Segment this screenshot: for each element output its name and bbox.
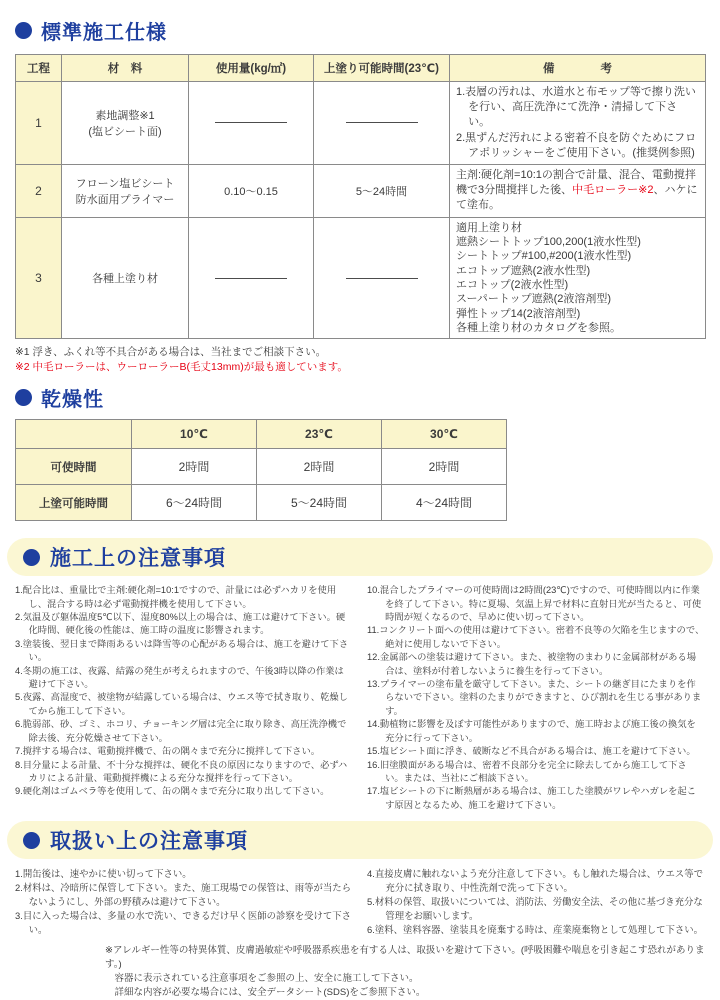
handling-notes-left-column <box>15 867 353 937</box>
spec-header-time: 上塗り可能時間(23℃) <box>314 55 450 82</box>
note-item: 17.塩ビシートの下に断熱層がある場合は、施工した塗膜がワレやハガレを起こす原因となるため、施工を避けて下さい。 <box>367 786 697 810</box>
spec-amount-1 <box>189 82 314 165</box>
section-bullet-icon <box>23 549 40 566</box>
drying-value: 5〜24時間 <box>257 485 382 521</box>
note-item: 4.冬期の施工は、夜露、結露の発生が考えられますので、午後3時以降の作業は避けて下さい。 <box>15 665 344 690</box>
spec-process-3: 3 <box>16 217 62 338</box>
drying-header-30c: 30℃ <box>382 420 507 449</box>
drying-value: 4〜24時間 <box>382 485 507 521</box>
drying-row-label: 上塗可能時間 <box>16 485 132 521</box>
note-item: 5.夜露、高湿度で、被塗物が結露している場合は、ウエス等で拭き取り、乾燥してから施工して下さい。 <box>15 692 348 716</box>
footer-line: ※アレルギー性等の特異体質、皮膚過敏症や呼吸器系疾患を有する人は、取扱いを避けて下さい。(呼吸困難や喘息を引き起こす恐れがあります。) <box>105 945 705 971</box>
remark-item: 遮熱シートトップ100,200(1液水性型) <box>456 236 641 249</box>
drying-header-blank <box>16 420 132 449</box>
note-item: 11.コンクリート面への使用は避けて下さい。密着不良等の欠陥を生じますので、絶対に使用しないで下さい。 <box>367 625 705 649</box>
spec-header-remarks: 備 考 <box>450 55 706 82</box>
drying-value: 6〜24時間 <box>132 485 257 521</box>
spec-table-row <box>16 217 706 338</box>
spec-material-1 <box>62 82 189 165</box>
note-item: 8.目分量による計量、不十分な撹拌は、硬化不良の原因になりますので、必ずハカリによる計量、電動撹拌機による充分な撹拌を行って下さい。 <box>15 759 348 783</box>
note-item: 9.硬化剤はゴムベラ等を使用して、缶の隅々まで充分に取り出して下さい。 <box>15 786 330 797</box>
drying-section-header <box>15 385 705 409</box>
spec-section-title: 標準施工仕様 <box>41 21 167 44</box>
spec-material-3 <box>62 217 189 338</box>
blank-dash <box>215 278 287 279</box>
drying-section-title: 乾燥性 <box>41 388 104 411</box>
note-item: 1.配合比は、重量比で主剤:硬化剤=10:1ですので、計量には必ずハカリを使用し、混合する時は必ず電動撹拌機を使用して下さい。 <box>15 585 337 609</box>
note-item: 6.塗料、塗料容器、塗装具を廃棄する時は、産業廃棄物として処理して下さい。 <box>367 924 703 936</box>
spec-remarks-2 <box>450 164 706 217</box>
footnote-1: ※1 浮き、ふくれ等不具合がある場合は、当社までご相談下さい。 <box>15 346 327 359</box>
drying-value: 2時間 <box>382 449 507 485</box>
footer-line: 詳細な内容が必要な場合には、安全データシート(SDS)をご参照下さい。 <box>114 987 426 999</box>
drying-header-23c: 23℃ <box>257 420 382 449</box>
drying-row-potlife <box>16 449 507 485</box>
handling-notes-right-column <box>367 867 705 937</box>
remark-item: 各種上塗り材のカタログを参照。 <box>456 321 621 334</box>
remark-text-black: 、ハケにて塗布。 <box>456 184 698 212</box>
note-item: 12.金属部への塗装は避けて下さい。また、被塗物のまわりに金属部材がある場合は、塗料が付着しないように養生を行って下さい。 <box>367 652 697 676</box>
remark-item: エコトップ(2液水性型) <box>456 279 569 292</box>
footer-line: 容器に表示されている注意事項をご参照の上、安全に施工して下さい。 <box>114 973 419 985</box>
spec-process-1: 1 <box>16 82 62 165</box>
construction-notes-right-column <box>367 584 705 812</box>
blank-dash <box>346 278 418 279</box>
spec-amount-2: 0.10〜0.15 <box>189 164 314 217</box>
spec-time-2: 5〜24時間 <box>314 164 450 217</box>
material-line: 各種上塗り材 <box>92 273 158 286</box>
note-item: 16.旧塗膜面がある場合は、密着不良部分を完全に除去してから施工して下さい。または、当社にご相談下さい。 <box>367 759 687 783</box>
construction-notes-header <box>7 538 713 576</box>
remark-item: エコトップ遮熱(2液水性型) <box>456 264 591 277</box>
drying-table <box>15 419 507 521</box>
handling-notes-title: 取扱い上の注意事項 <box>50 830 248 854</box>
spec-header-process: 工程 <box>16 55 62 82</box>
note-item: 5.材料の保管、取扱いについては、消防法、労働安全法、その他に基づき充分な管理をお願いします。 <box>367 896 703 922</box>
remark-item: シートトップ#100,#200(1液水性型) <box>456 250 632 263</box>
note-item: 4.直接皮膚に触れないよう充分注意して下さい。もし触れた場合は、ウエス等で充分に拭き取り、中性洗剤で洗って下さい。 <box>367 868 703 894</box>
note-item: 1.開缶後は、速やかに使い切って下さい。 <box>15 868 192 880</box>
note-item: 2.気温及び躯体温度5℃以下、湿度80%以上の場合は、施工は避けて下さい。硬化時間、硬化後の性能は、施工時の温度に影響されます。 <box>15 612 346 636</box>
material-line: (塩ビシート面) <box>88 125 162 138</box>
remark-item: 適用上塗り材 <box>456 221 522 234</box>
spec-header-amount: 使用量(kg/㎡) <box>189 55 314 82</box>
remark-item <box>456 168 699 214</box>
drying-row-recoat <box>16 485 507 521</box>
remark-item: 2.黒ずんだ汚れによる密着不良を防ぐためにフロアポリッシャーをご使用下さい。(推奨例参照) <box>456 131 697 159</box>
spec-table <box>15 54 706 339</box>
spec-remarks-1 <box>450 82 706 165</box>
spec-time-1 <box>314 82 450 165</box>
drying-header-row <box>16 420 507 449</box>
spec-amount-3 <box>189 217 314 338</box>
note-item: 2.材料は、冷暗所に保管して下さい。また、施工現場での保管は、雨等が当たらないようにし、外部の野積みは避けて下さい。 <box>15 882 351 908</box>
note-item: 3.目に入った場合は、多量の水で洗い、できるだけ早く医師の診察を受けて下さい。 <box>15 910 351 936</box>
section-bullet-icon <box>15 22 32 39</box>
note-item: 10.混合したプライマーの可使時間は2時間(23℃)ですので、可使時間以内に作業を終了して下さい。特に夏場、気温上昇で材料に直射日光が当たると、可使時間が短くなるので、早めに使い切って下さい。 <box>367 585 702 623</box>
spec-table-row <box>16 164 706 217</box>
note-item: 6.脆弱部、砂、ゴミ、ホコリ、チョーキング層は完全に取り除き、高圧洗浄機で除去後、充分乾燥させて下さい。 <box>15 719 347 743</box>
construction-notes-list <box>15 584 705 812</box>
allergy-footnote <box>105 944 705 1000</box>
blank-dash <box>346 122 418 123</box>
spec-process-2: 2 <box>16 164 62 217</box>
note-item: 3.塗装後、翌日まで降雨あるいは降雪等の心配がある場合は、施工を避けて下さい。 <box>15 638 349 663</box>
spec-footnotes <box>15 345 705 375</box>
footnote-2: ※2 中毛ローラーは、ウーローラーB(毛丈13mm)が最も適しています。 <box>15 361 348 374</box>
handling-notes-list <box>15 867 705 937</box>
remark-item: 1.表層の汚れは、水道水と布モップ等で擦り洗いを行い、高圧洗浄にて洗浄・清掃して下さい。 <box>456 86 696 129</box>
spec-time-3 <box>314 217 450 338</box>
construction-notes-left-column <box>15 584 353 812</box>
handling-notes-header <box>7 821 713 859</box>
remark-item: スーパートップ遮熱(2液溶剤型) <box>456 293 612 306</box>
remark-item: 弾性トップ14(2液溶剤型) <box>456 307 581 320</box>
material-line: 素地調整※1 <box>95 109 155 122</box>
spec-section-header <box>15 18 705 42</box>
note-item: 15.塩ビシート面に浮き、破断など不具合がある場合は、施工を避けて下さい。 <box>367 746 696 757</box>
note-item: 14.動植物に影響を及ぼす可能性がありますので、施工時および施工後の換気を充分に行って下さい。 <box>367 719 696 743</box>
material-line: フローン塩ビシート <box>75 177 175 190</box>
note-item: 7.撹拌する場合は、電動撹拌機で、缶の隅々まで充分に撹拌して下さい。 <box>15 746 321 757</box>
construction-notes-title: 施工上の注意事項 <box>50 547 226 571</box>
blank-dash <box>215 122 287 123</box>
section-bullet-icon <box>23 832 40 849</box>
spec-material-2 <box>62 164 189 217</box>
drying-header-10c: 10℃ <box>132 420 257 449</box>
spec-header-row <box>16 55 706 82</box>
drying-value: 2時間 <box>132 449 257 485</box>
material-line: 防水面用プライマー <box>75 193 175 206</box>
remark-text-black: 主剤:硬化剤=10:1の割合で計量、混合、電動撹拌機で3分間撹拌した後、 <box>456 169 696 197</box>
note-item: 13.プライマーの塗布量を厳守して下さい。また、シートの継ぎ目にたまりを作らないで下さい。塗料のたまりができますと、ひび割れを生じる事があります。 <box>367 679 702 716</box>
section-bullet-icon <box>15 389 32 406</box>
drying-value: 2時間 <box>257 449 382 485</box>
drying-row-label: 可使時間 <box>16 449 132 485</box>
spec-remarks-3 <box>450 217 706 338</box>
remark-text-red: 中毛ローラー※2 <box>572 184 654 197</box>
spec-header-material: 材 料 <box>62 55 189 82</box>
spec-table-row <box>16 82 706 165</box>
